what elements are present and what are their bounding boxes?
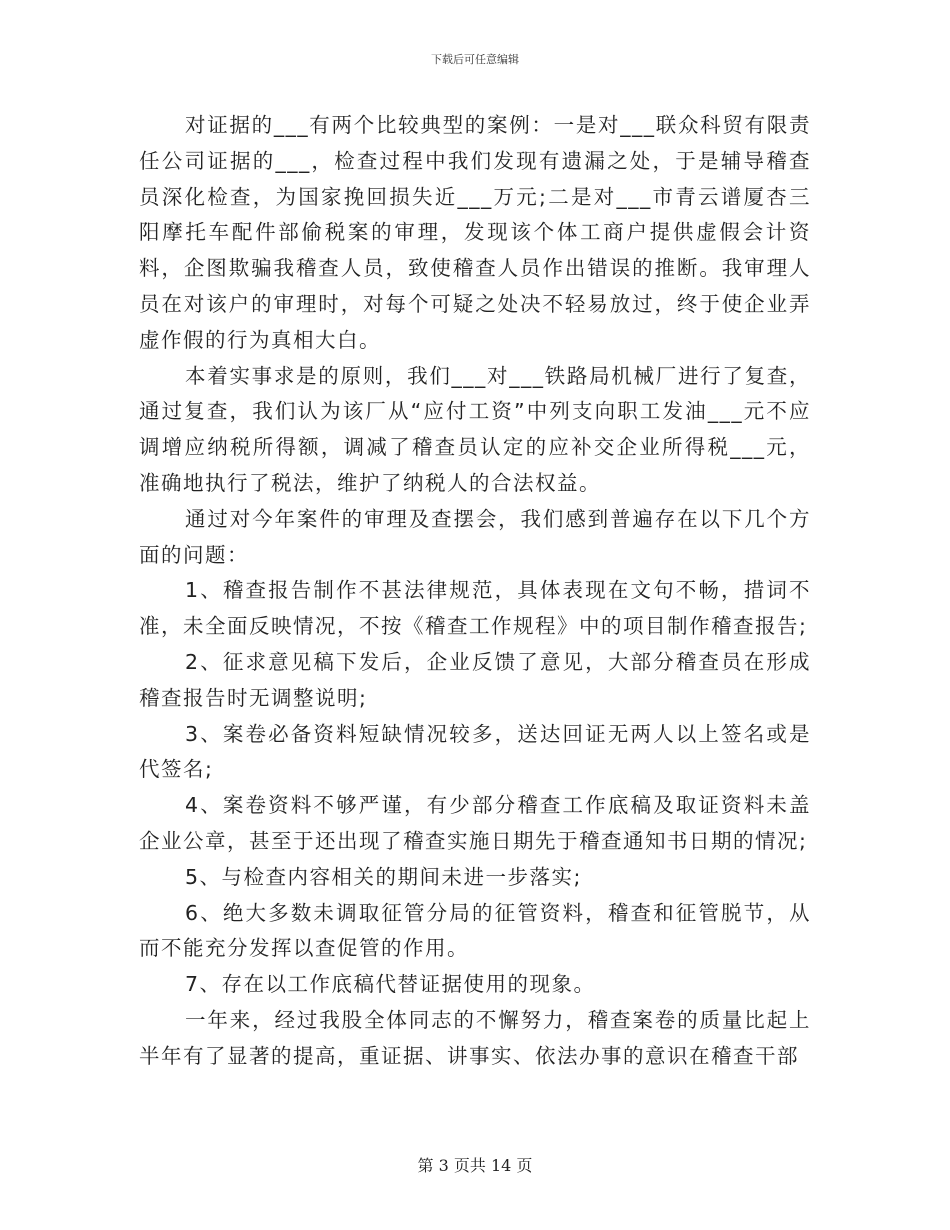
paragraph-problem-3: 3、案卷必备资料短缺情况较多，送达回证无两人以上签名或是代签名; [139,721,811,782]
paragraph-problem-5: 5、与检查内容相关的期间未进一步落实; [185,864,582,889]
paragraph-problems-intro: 通过对今年案件的审理及查摆会，我们感到普遍存在以下几个方面的问题： [139,506,811,567]
paragraph-problem-2: 2、征求意见稿下发后，企业反馈了意见，大部分稽查员在形成稽查报告时无调整说明; [139,649,811,710]
paragraph-review-railway-factory: 本着实事求是的原则，我们___对___铁路局机械厂进行了复查，通过复查，我们认为该厂从“应付工资”中列支向职工发油___元不应调增应纳税所得额，调减了稽查员认定的应补交企业所得税___元，准确地执行了税法，维护了纳税人的合法权益。 [139,363,811,495]
document-body [139,108,811,1075]
paragraph-problem-1: 1、稽查报告制作不甚法律规范，具体表现在文句不畅，措词不准，未全面反映情况，不按《稽查工作规程》中的项目制作稽查报告; [139,578,811,639]
paragraph-problem-4: 4、案卷资料不够严谨，有少部分稽查工作底稿及取证资料未盖企业公章，甚至于还出现了稽查实施日期先于稽查通知书日期的情况; [139,793,811,853]
page-number: 第 3 页共 14 页 [417,1156,533,1175]
paragraph-evidence-cases: 对证据的___有两个比较典型的案例：一是对___联众科贸有限责任公司证据的___，检查过程中我们发现有遗漏之处，于是辅导稽查员深化检查，为国家挽回损失近___万元;二是对___市青云谱厦杏三阳摩托车配件部偷税案的审理，发现该个体工商户提供虚假会计资料，企图欺骗我稽查人员，致使稽查人员作出错误的推断。我审理人员在对该户的审理时，对每个可疑之处决不轻易放过，终于使企业弄虚作假的行为真相大白。 [139,113,811,352]
page-header-note: 下载后可任意编辑 [431,53,519,66]
paragraph-problem-6: 6、绝大多数未调取征管分局的征管资料，稽查和征管脱节，从而不能充分发挥以查促管的作用。 [139,900,811,961]
paragraph-year-summary: 一年来，经过我股全体同志的不懈努力，稽查案卷的质量比起上半年有了显著的提高，重证据、讲事实、依法办事的意识在稽查干部 [139,1007,811,1068]
paragraph-problem-7: 7、存在以工作底稿代替证据使用的现象。 [185,972,596,997]
